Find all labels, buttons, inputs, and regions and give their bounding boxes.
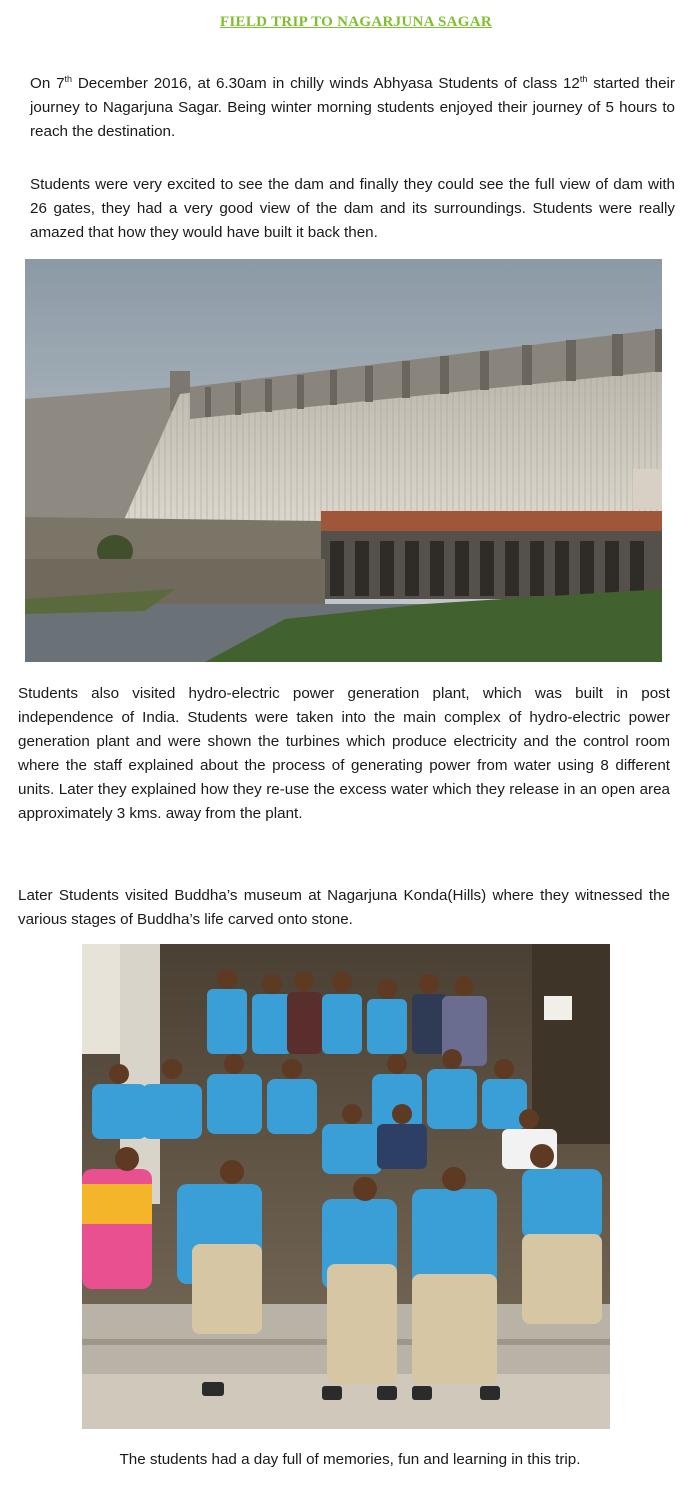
intro-text-3: started their journey to Nagarjuna Sagar. Being winter morning students enjoyed their journey of 5 hours to reach the destination. <box>30 75 675 140</box>
paragraph-dam: Students were very excited to see the dam and finally they could see the full view of dam with 26 gates, they had a very good view of the dam and its surroundings. Students were really amazed that how they would have built it back then. <box>30 176 675 241</box>
paragraph-intro <box>30 72 675 144</box>
page-title: FIELD TRIP TO NAGARJUNA SAGAR <box>219 14 493 30</box>
ordinal-suffix: th <box>579 73 588 84</box>
dam-photo <box>25 259 662 662</box>
ordinal-suffix: th <box>64 73 73 84</box>
intro-text-2: December 2016, at 6.30am in chilly winds Abhyasa Students of class 12 <box>72 75 580 92</box>
group-photo <box>82 944 610 1429</box>
intro-text-1: On 7 <box>30 75 65 92</box>
closing-caption: The students had a day full of memories, fun and learning in this trip. <box>119 1451 581 1468</box>
paragraph-power-plant: Students also visited hydro-electric power generation plant, which was built in post independence of India. Students were taken into the main complex of hydro-electric power generation plant and were shown the turbines which produce electricity and the control room where the staff explained about the process of generating power from water using 8 different units. Later they explained how they re-use the excess water which they release in an open area approximately 3 kms. away from the plant. <box>18 685 670 822</box>
paragraph-museum: Later Students visited Buddha’s museum at Nagarjuna Konda(Hills) where they witnessed the various stages of Buddha’s life carved onto stone. <box>18 887 670 928</box>
